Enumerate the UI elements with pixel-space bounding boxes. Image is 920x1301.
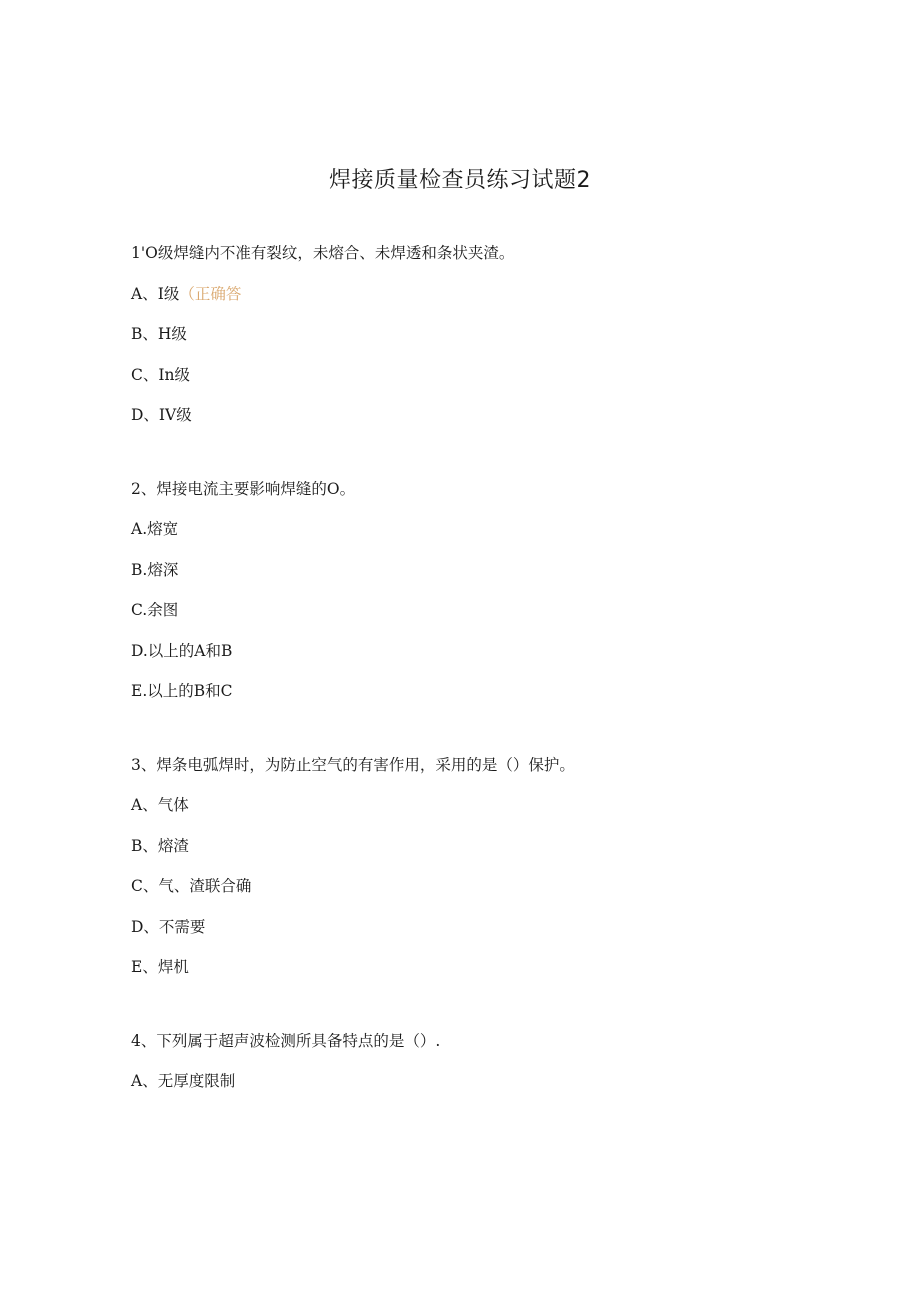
question-4-stem: 4、下列属于超声波检测所具备特点的是（）. xyxy=(131,1032,441,1050)
question-2-option-b: B.熔深 xyxy=(131,561,179,579)
question-1-option-b: B、H级 xyxy=(131,325,187,343)
question-3-option-b: B、熔渣 xyxy=(131,837,189,855)
question-2-option-a: A.熔宽 xyxy=(131,520,179,538)
question-1-option-d: D、IV级 xyxy=(131,406,192,424)
answer-hint: （正确答 xyxy=(179,285,242,303)
question-4-option-a: A、无厚度限制 xyxy=(131,1072,236,1090)
question-2-option-d: D.以上的A和B xyxy=(131,642,233,660)
question-3-option-c: C、气、渣联合确 xyxy=(131,877,252,895)
option-label: A、I级 xyxy=(131,285,180,303)
question-3-option-a: A、气体 xyxy=(131,796,189,814)
question-3-stem: 3、焊条电弧焊时，为防止空气的有害作用，采用的是（）保护。 xyxy=(131,756,575,774)
question-1-stem: 1'O级焊缝内不准有裂纹，未熔合、未焊透和条状夹渣。 xyxy=(131,244,515,262)
question-2-stem: 2、焊接电流主要影响焊缝的O。 xyxy=(131,480,356,498)
question-2-option-c: C.余图 xyxy=(131,601,179,619)
question-1-option-a xyxy=(131,283,241,305)
question-2-option-e: E.以上的B和C xyxy=(131,682,233,700)
question-1-option-c: C、In级 xyxy=(131,366,190,384)
question-3-option-d: D、不需要 xyxy=(131,918,206,936)
question-3-option-e: E、焊机 xyxy=(131,958,189,976)
page-title: 焊接质量检查员练习试题2 xyxy=(329,168,591,193)
